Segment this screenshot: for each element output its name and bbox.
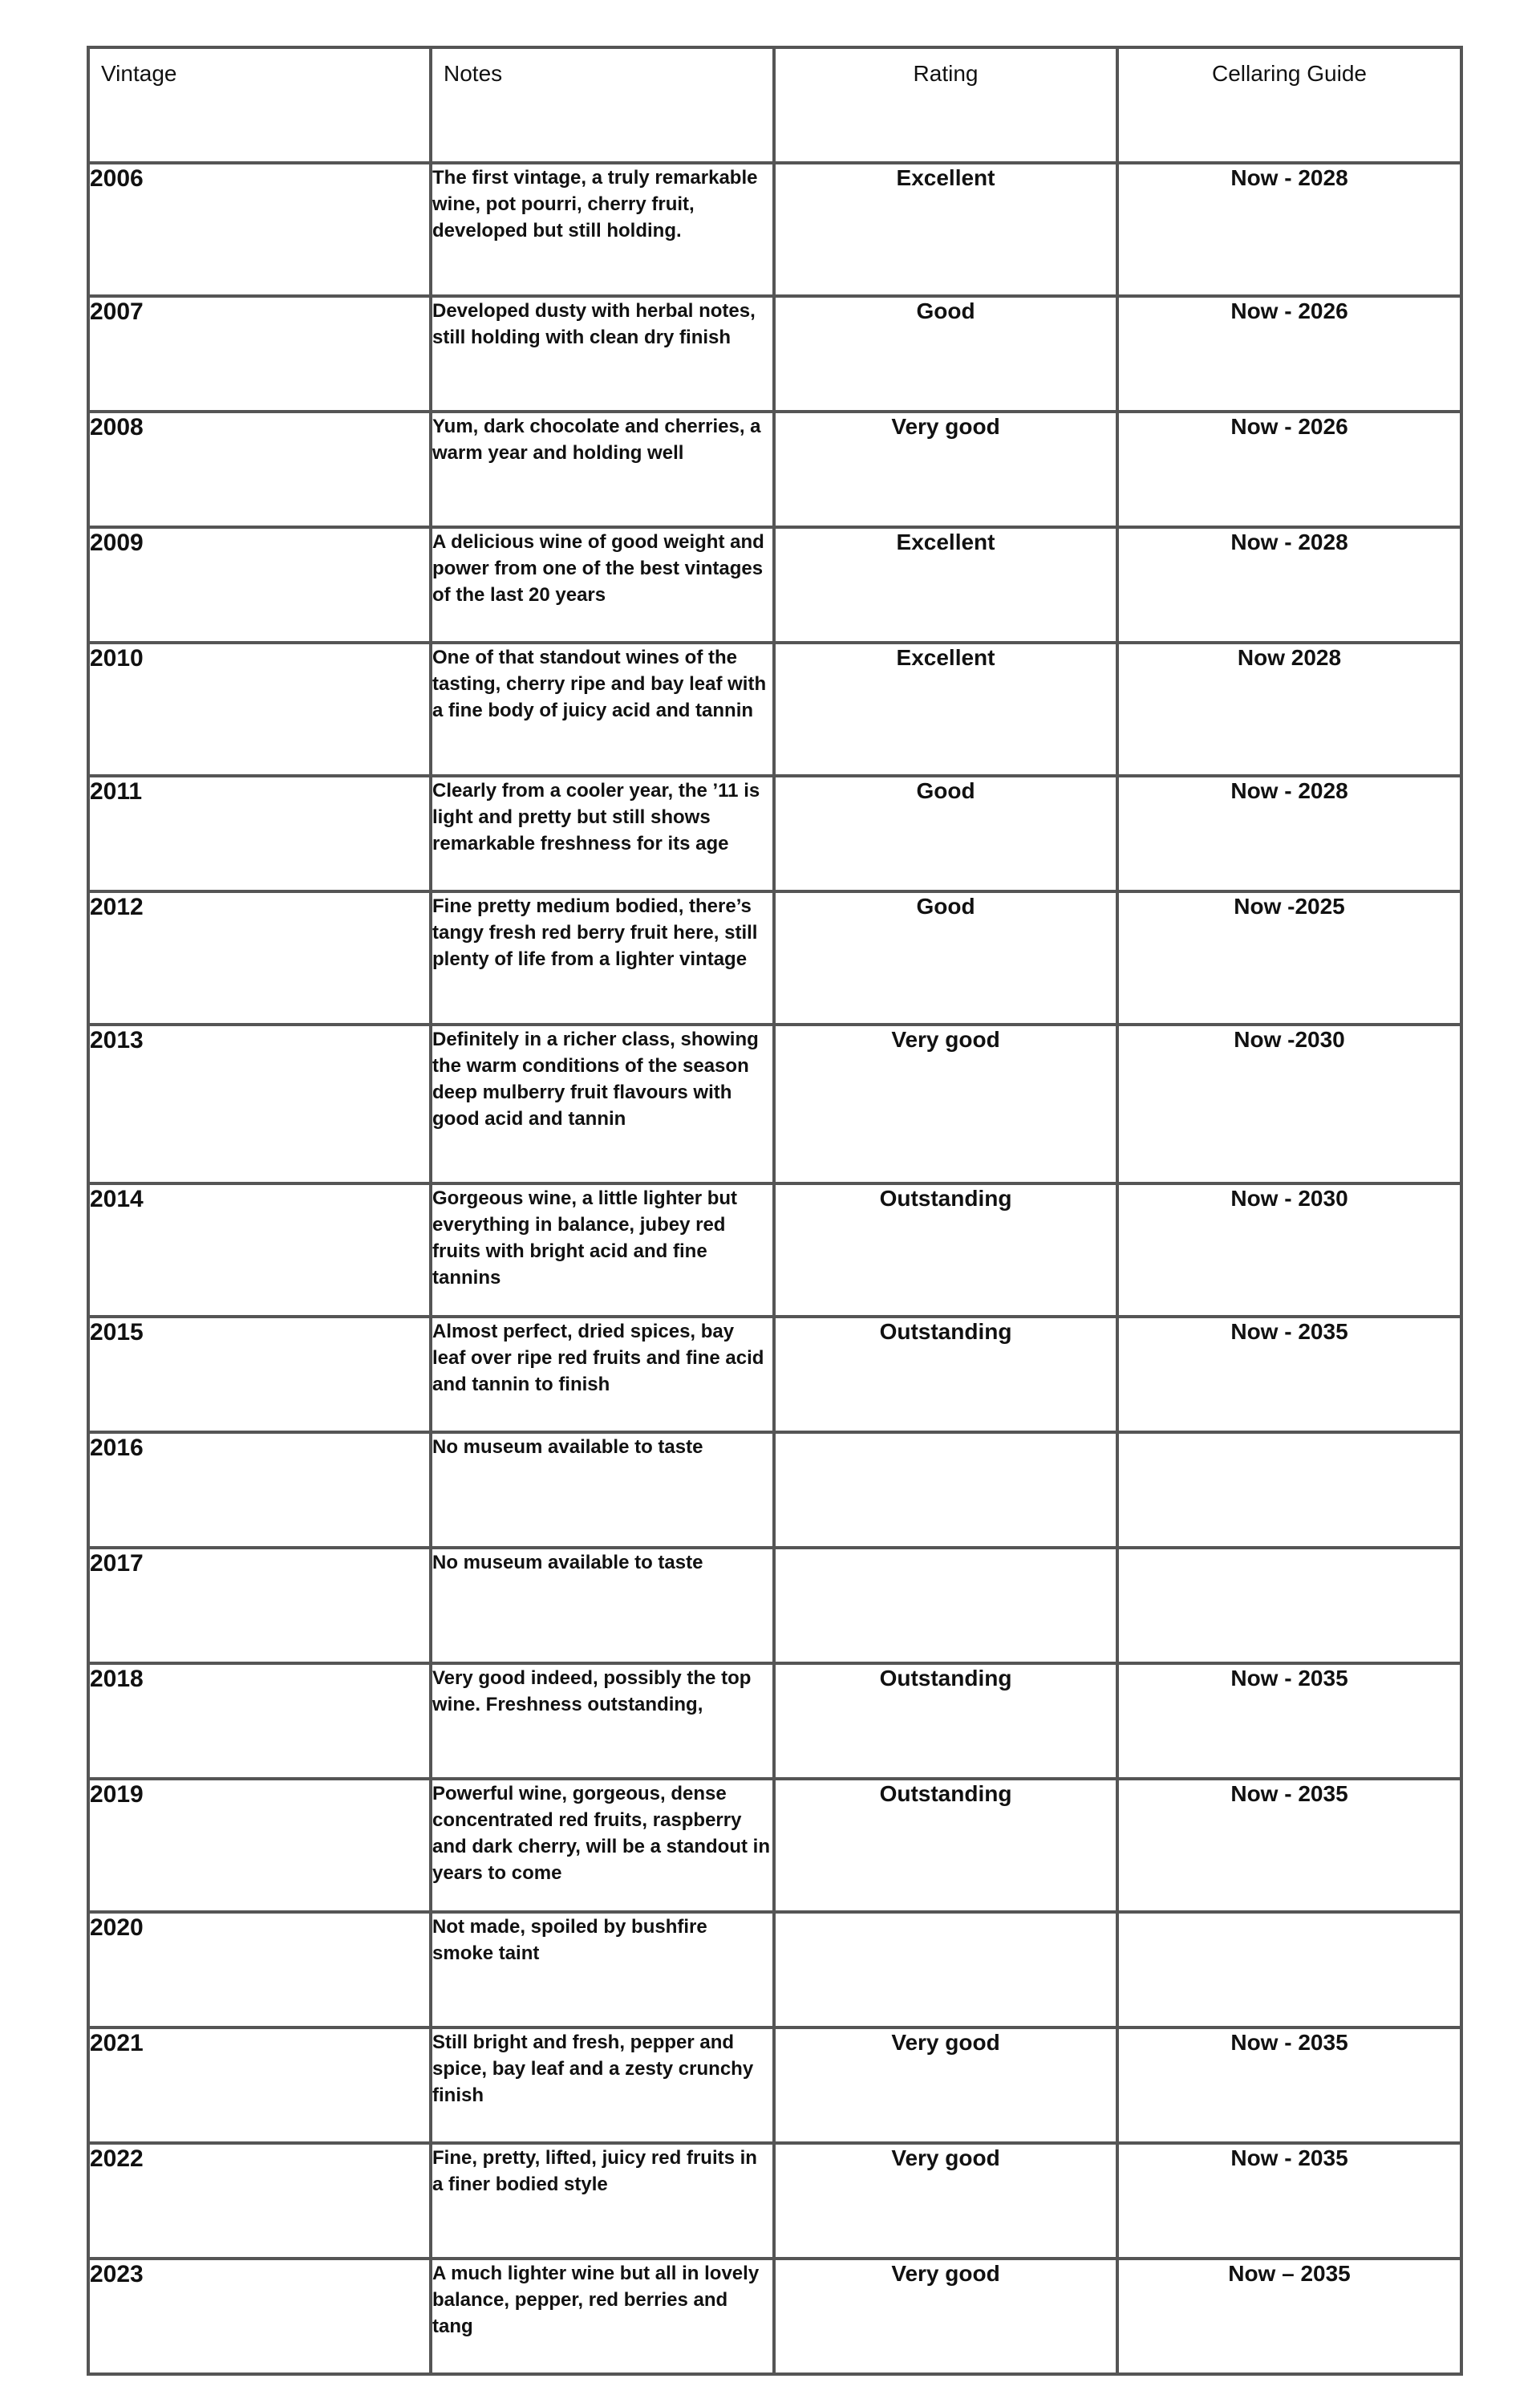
vintage-cell: 2023 [88, 2259, 431, 2374]
table-row [88, 527, 1461, 643]
vintage-cell: 2008 [88, 412, 431, 527]
rating-cell: Outstanding [774, 1779, 1117, 1912]
vintage-cell: 2011 [88, 776, 431, 891]
rating-cell: Very good [774, 2143, 1117, 2259]
notes-cell: Still bright and fresh, pepper and spice, bay leaf and a zesty crunchy finish [431, 2027, 774, 2143]
vintage-cell: 2017 [88, 1548, 431, 1663]
table-row [88, 643, 1461, 776]
rating-cell: Very good [774, 2027, 1117, 2143]
cellaring-cell: Now - 2026 [1117, 296, 1461, 412]
vintage-cell: 2009 [88, 527, 431, 643]
cellaring-cell: Now - 2035 [1117, 2143, 1461, 2259]
rating-cell: Outstanding [774, 1663, 1117, 1779]
table-row [88, 1663, 1461, 1779]
header-notes: Notes [431, 47, 774, 163]
cellaring-cell: Now - 2028 [1117, 776, 1461, 891]
vintage-cell: 2018 [88, 1663, 431, 1779]
vintage-cell: 2013 [88, 1025, 431, 1183]
rating-cell: Outstanding [774, 1317, 1117, 1432]
cellaring-cell [1117, 1548, 1461, 1663]
notes-cell: Powerful wine, gorgeous, dense concentrated red fruits, raspberry and dark cherry, will be a standout in years to come [431, 1779, 774, 1912]
rating-cell: Very good [774, 412, 1117, 527]
table-row [88, 1548, 1461, 1663]
notes-cell: No museum available to taste [431, 1548, 774, 1663]
vintage-cell: 2022 [88, 2143, 431, 2259]
vintage-table [87, 46, 1463, 2376]
table-row [88, 2027, 1461, 2143]
rating-cell: Outstanding [774, 1183, 1117, 1317]
cellaring-cell [1117, 1912, 1461, 2027]
notes-cell: Developed dusty with herbal notes, still holding with clean dry finish [431, 296, 774, 412]
cellaring-cell: Now – 2035 [1117, 2259, 1461, 2374]
rating-cell: Good [774, 776, 1117, 891]
cellaring-cell: Now -2025 [1117, 891, 1461, 1025]
cellaring-cell: Now -2030 [1117, 1025, 1461, 1183]
table-row [88, 776, 1461, 891]
notes-cell: A much lighter wine but all in lovely balance, pepper, red berries and tang [431, 2259, 774, 2374]
header-vintage: Vintage [88, 47, 431, 163]
table-row [88, 1912, 1461, 2027]
vintage-cell: 2006 [88, 163, 431, 296]
table-header-row [88, 47, 1461, 163]
rating-cell [774, 1912, 1117, 2027]
table-row [88, 1432, 1461, 1548]
vintage-cell: 2012 [88, 891, 431, 1025]
notes-cell: Almost perfect, dried spices, bay leaf over ripe red fruits and fine acid and tannin to finish [431, 1317, 774, 1432]
cellaring-cell: Now - 2028 [1117, 163, 1461, 296]
notes-cell: Clearly from a cooler year, the ’11 is light and pretty but still shows remarkable freshness for its age [431, 776, 774, 891]
notes-cell: Definitely in a richer class, showing the warm conditions of the season deep mulberry fruit flavours with good acid and tannin [431, 1025, 774, 1183]
notes-cell: One of that standout wines of the tasting, cherry ripe and bay leaf with a fine body of juicy acid and tannin [431, 643, 774, 776]
vintage-cell: 2007 [88, 296, 431, 412]
table-row [88, 891, 1461, 1025]
header-cellaring-guide: Cellaring Guide [1117, 47, 1461, 163]
vintage-cell: 2021 [88, 2027, 431, 2143]
cellaring-cell: Now - 2035 [1117, 1317, 1461, 1432]
rating-cell: Excellent [774, 163, 1117, 296]
vintage-cell: 2010 [88, 643, 431, 776]
table-row [88, 1317, 1461, 1432]
cellaring-cell [1117, 1432, 1461, 1548]
notes-cell: Not made, spoiled by bushfire smoke taint [431, 1912, 774, 2027]
cellaring-cell: Now - 2030 [1117, 1183, 1461, 1317]
cellaring-cell: Now - 2035 [1117, 1779, 1461, 1912]
table-row [88, 412, 1461, 527]
vintage-cell: 2015 [88, 1317, 431, 1432]
cellaring-cell: Now - 2026 [1117, 412, 1461, 527]
notes-cell: Fine pretty medium bodied, there’s tangy fresh red berry fruit here, still plenty of life from a lighter vintage [431, 891, 774, 1025]
cellaring-cell: Now - 2028 [1117, 527, 1461, 643]
table-row [88, 1779, 1461, 1912]
table-row [88, 296, 1461, 412]
cellaring-cell: Now - 2035 [1117, 2027, 1461, 2143]
rating-cell [774, 1432, 1117, 1548]
rating-cell: Excellent [774, 643, 1117, 776]
notes-cell: Fine, pretty, lifted, juicy red fruits in a finer bodied style [431, 2143, 774, 2259]
rating-cell: Very good [774, 1025, 1117, 1183]
table-row [88, 2259, 1461, 2374]
notes-cell: The first vintage, a truly remarkable wine, pot pourri, cherry fruit, developed but still holding. [431, 163, 774, 296]
rating-cell [774, 1548, 1117, 1663]
notes-cell: Very good indeed, possibly the top wine. Freshness outstanding, [431, 1663, 774, 1779]
table-row [88, 2143, 1461, 2259]
vintage-cell: 2020 [88, 1912, 431, 2027]
rating-cell: Very good [774, 2259, 1117, 2374]
cellaring-cell: Now - 2035 [1117, 1663, 1461, 1779]
table-row [88, 1183, 1461, 1317]
notes-cell: No museum available to taste [431, 1432, 774, 1548]
vintage-cell: 2019 [88, 1779, 431, 1912]
notes-cell: Gorgeous wine, a little lighter but everything in balance, jubey red fruits with bright acid and fine tannins [431, 1183, 774, 1317]
rating-cell: Good [774, 891, 1117, 1025]
vintage-cell: 2014 [88, 1183, 431, 1317]
vintage-cell: 2016 [88, 1432, 431, 1548]
notes-cell: Yum, dark chocolate and cherries, a warm year and holding well [431, 412, 774, 527]
rating-cell: Good [774, 296, 1117, 412]
notes-cell: A delicious wine of good weight and power from one of the best vintages of the last 20 years [431, 527, 774, 643]
table-row [88, 163, 1461, 296]
table-row [88, 1025, 1461, 1183]
header-rating: Rating [774, 47, 1117, 163]
rating-cell: Excellent [774, 527, 1117, 643]
cellaring-cell: Now 2028 [1117, 643, 1461, 776]
